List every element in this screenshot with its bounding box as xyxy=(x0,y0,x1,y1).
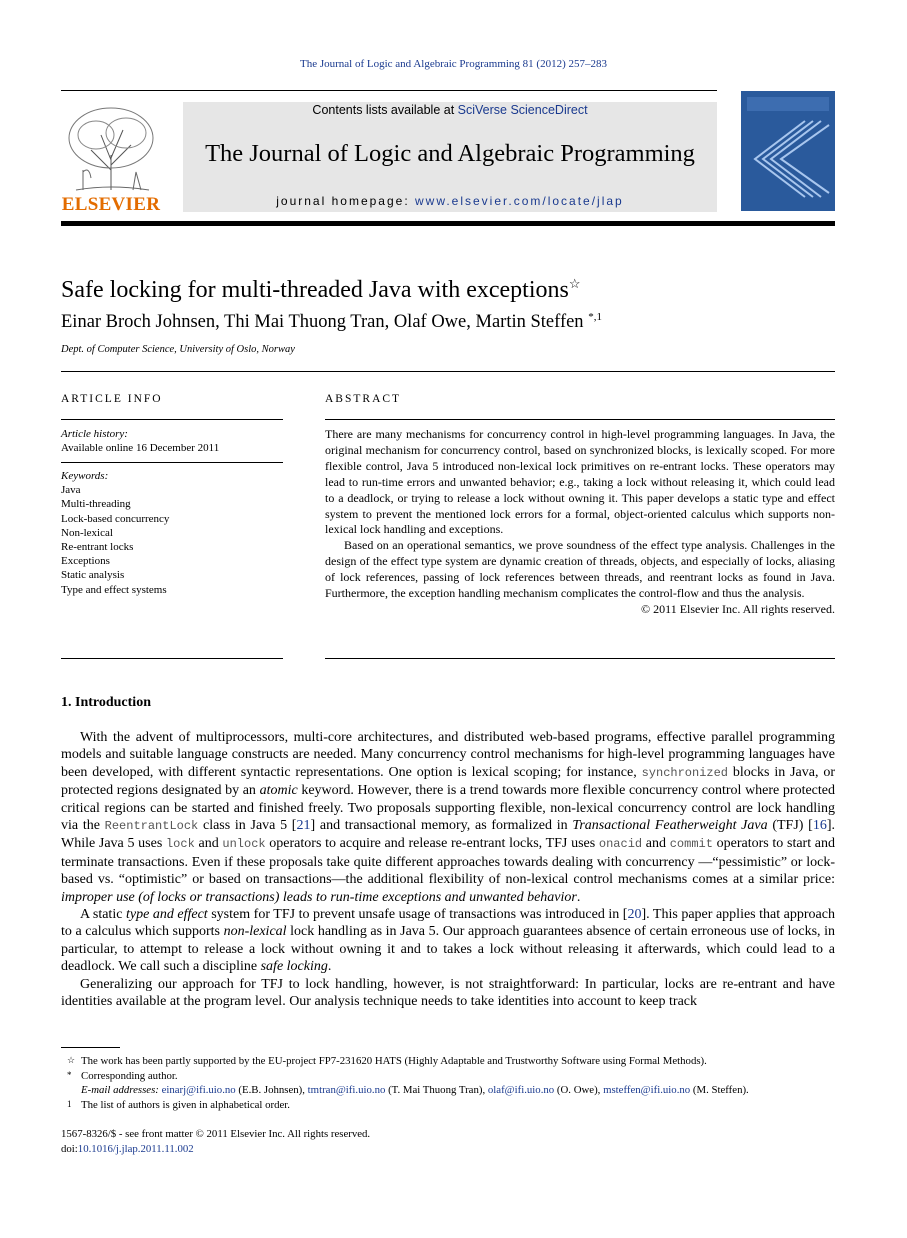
citation-link[interactable]: 16 xyxy=(812,818,827,834)
history-value: Available online 16 December 2011 xyxy=(61,442,220,455)
code-commit: commit xyxy=(669,837,713,852)
text-run: ]. This paper applies that approach to a calculus which supports xyxy=(61,907,835,940)
footnote-emails xyxy=(61,1083,835,1098)
emphasis: non-lexical xyxy=(223,924,287,940)
code-reentrantlock: ReentrantLock xyxy=(104,819,199,834)
issn-line: 1567-8326/$ - see front matter © 2011 Elsevier Inc. All rights reserved. xyxy=(61,1128,371,1140)
code-onacid: onacid xyxy=(598,837,643,852)
text-run: ]. While Java 5 uses xyxy=(61,818,835,852)
homepage-link[interactable]: www.elsevier.com/locate/jlap xyxy=(415,194,624,208)
email-owner: (E.B. Johnsen), xyxy=(235,1084,308,1097)
keyword: Multi-threading xyxy=(61,498,131,511)
text-run: . xyxy=(576,889,581,905)
paper-title xyxy=(61,276,581,304)
keyword: Exceptions xyxy=(61,555,110,568)
article-info-rule xyxy=(61,419,283,420)
email-label: E-mail addresses: xyxy=(81,1084,159,1097)
abstract-heading: ABSTRACT xyxy=(325,393,402,405)
emphasis: Transactional Featherweight Java xyxy=(572,818,768,834)
doi-line xyxy=(61,1142,370,1157)
abstract-bottom-rule xyxy=(325,658,835,659)
history-label: Article history: xyxy=(61,428,128,440)
email-link[interactable]: olaf@ifi.uio.no xyxy=(487,1084,555,1097)
footnote-funding xyxy=(61,1054,835,1069)
intro-paragraph-2 xyxy=(61,906,835,976)
text-run: and xyxy=(642,836,670,852)
emphasis: type and effect xyxy=(125,907,208,923)
author-footnote-marks[interactable]: *,1 xyxy=(588,311,602,323)
text-run: ] and transactional memory, as formalized in xyxy=(310,818,573,834)
author-names: Einar Broch Johnsen, Thi Mai Thuong Tran, Olaf Owe, Martin Steffen xyxy=(61,312,584,333)
publisher-logo-text: ELSEVIER xyxy=(61,194,161,215)
abstract-paragraph: Based on an operational semantics, we prove soundness of the effect type analysis. Challenges in the design of the effect type system are dynamic creation of threads, objects, and especially of locks, aliasing of lock references, passing of lock references between threads, and reentrant locks as found in Java. Furthermore, the exception handling mechanism complicates the control-flow and thus the analysis. xyxy=(325,538,835,601)
cover-chevron-graphic xyxy=(741,91,835,211)
keyword: Re-entrant locks xyxy=(61,541,134,554)
footnote-author-order xyxy=(61,1098,835,1113)
front-matter-info xyxy=(61,1127,370,1156)
footnote-mark: ☆ xyxy=(67,1055,76,1065)
article-info-heading: ARTICLE INFO xyxy=(61,393,163,405)
email-link[interactable]: msteffen@ifi.uio.no xyxy=(603,1084,691,1097)
footnote-corresponding xyxy=(61,1069,835,1084)
history-rule xyxy=(61,462,283,463)
doi-link[interactable]: 10.1016/j.jlap.2011.11.002 xyxy=(77,1142,194,1155)
keyword: Java xyxy=(61,484,81,497)
footnote-text: The list of authors is given in alphabetical order. xyxy=(81,1098,290,1111)
text-run: operators to acquire and release re-entrant locks, TFJ uses xyxy=(265,836,599,852)
text-run: With the advent of multiprocessors, multi-core architectures, and distributed web-based programs, effective parallel programming models and suitable language constructs are needed. Many concurrency control mechanisms for high-level programming languages have been developed, with different syntactic representations. One option is lexical scoping; for instance, xyxy=(61,730,835,780)
footnote-rule xyxy=(61,1047,120,1048)
article-info-bottom-rule xyxy=(61,658,283,659)
abstract-copyright: © 2011 Elsevier Inc. All rights reserved. xyxy=(641,601,835,616)
article-history xyxy=(61,427,283,455)
intro-paragraph-3: Generalizing our approach for TFJ to lock handling, however, is not straightforward: In particular, locks are re-entrant and have identities available at the program level. Our analysis technique needs to take identities into account to keep track xyxy=(61,976,835,1010)
contents-line xyxy=(183,103,717,117)
text-run: lock handling as in Java 5. Our approach guarantees absence of certain erroneous use of locks, in particular, to attempt to release a lock without owning it and to takes a lock without releasing it afterwards, which could lead to a deadlock. We call such a discipline xyxy=(61,924,835,975)
contents-prefix: Contents lists available at xyxy=(312,103,458,117)
section-heading-introduction: 1. Introduction xyxy=(61,695,151,710)
text-run: . xyxy=(327,959,332,975)
email-owner: (T. Mai Thuong Tran), xyxy=(385,1084,488,1097)
paper-title-text: Safe locking for multi-threaded Java with exceptions xyxy=(61,277,569,303)
emphasis: improper use (of locks or transactions) leads to run-time exceptions and unwanted behavior xyxy=(61,889,577,905)
code-unlock: unlock xyxy=(222,837,266,852)
journal-cover-image xyxy=(741,91,835,211)
emphasis: safe locking xyxy=(260,959,328,975)
keyword: Type and effect systems xyxy=(61,583,167,596)
affiliation: Dept. of Computer Science, University of Oslo, Norway xyxy=(61,344,295,355)
code-lock: lock xyxy=(165,837,195,852)
author-list xyxy=(61,311,602,333)
masthead-top-rule xyxy=(61,90,717,91)
introduction-body xyxy=(61,729,835,1011)
title-rule xyxy=(61,371,835,372)
emphasis: atomic xyxy=(259,783,298,799)
sciencedirect-link[interactable]: SciVerse ScienceDirect xyxy=(457,103,588,117)
footnote-mark: 1 xyxy=(67,1098,72,1109)
code-synchronized: synchronized xyxy=(641,765,729,780)
keywords-label: Keywords: xyxy=(61,470,109,482)
text-run: (TFJ) [ xyxy=(767,818,813,834)
footnotes xyxy=(61,1054,835,1112)
homepage-prefix: journal homepage: xyxy=(276,194,415,208)
running-head[interactable]: The Journal of Logic and Algebraic Programming 81 (2012) 257–283 xyxy=(299,58,608,70)
abstract-paragraph: There are many mechanisms for concurrency control in high-level programming languages. In Java, the original mechanism for concurrency control, based on synchronized blocks, is lexically scoped. For more flexible control, Java 5 introduced non-lexical lock primitives on re-entrant locks. These operators may lead to run-time errors and unwanted behavior; e.g., taking a lock without releasing it, which could lead to a deadlock, or trying to release a lock without owning it. This paper develops a static type and effect system to prevent the mentioned lock errors for a formal, object-oriented calculus which supports non-lexical lock handling and exceptions. xyxy=(325,427,835,537)
text-run: and xyxy=(194,836,223,852)
footnote-mark: * xyxy=(67,1069,72,1080)
footnote-text: Corresponding author. xyxy=(81,1069,178,1082)
doi-label: doi: xyxy=(61,1142,78,1155)
intro-paragraph-1 xyxy=(61,729,835,906)
email-link[interactable]: tmtran@ifi.uio.no xyxy=(307,1084,386,1097)
citation-link[interactable]: 20 xyxy=(627,907,642,923)
journal-title: The Journal of Logic and Algebraic Programming xyxy=(205,140,695,167)
text-run: A static xyxy=(80,907,126,923)
keywords-block xyxy=(61,469,283,597)
keyword: Lock-based concurrency xyxy=(61,512,170,525)
abstract-body xyxy=(325,427,835,618)
email-owner: (M. Steffen). xyxy=(690,1084,749,1097)
text-run: system for TFJ to prevent unsafe usage of transactions was introduced in [ xyxy=(207,907,628,923)
text-run: keyword. However, there is a trend towards more flexible concurrency control where protected critical regions can be started and finished freely. Two proposals supporting flexible, non-lexical concurrency control are lock handling via the xyxy=(61,783,835,834)
homepage-line xyxy=(183,194,717,208)
keyword: Static analysis xyxy=(61,569,125,582)
masthead-thick-rule xyxy=(61,221,835,226)
text-run: class in Java 5 [ xyxy=(198,818,297,834)
keyword: Non-lexical xyxy=(61,526,113,539)
footnote-text: The work has been partly supported by the EU-project FP7-231620 HATS (Highly Adaptable and Trustworthy Software using Formal Methods). xyxy=(81,1055,707,1067)
text-run: blocks in Java, or protected regions designated by an xyxy=(61,764,836,799)
email-link[interactable]: einarj@ifi.uio.no xyxy=(161,1084,236,1097)
citation-link[interactable]: 21 xyxy=(296,818,311,834)
abstract-rule xyxy=(325,419,835,420)
title-footnote-mark[interactable]: ☆ xyxy=(568,276,581,291)
text-run: operators to start and terminate transactions. Even if these proposals take quite different approaches towards dealing with concurrency —“pessimistic” or lock-based vs. “optimistic” or based on transactions—the additional flexibility of non-lexical control mechanisms comes at a similar price: xyxy=(61,836,836,888)
email-owner: (O. Owe), xyxy=(554,1084,604,1097)
